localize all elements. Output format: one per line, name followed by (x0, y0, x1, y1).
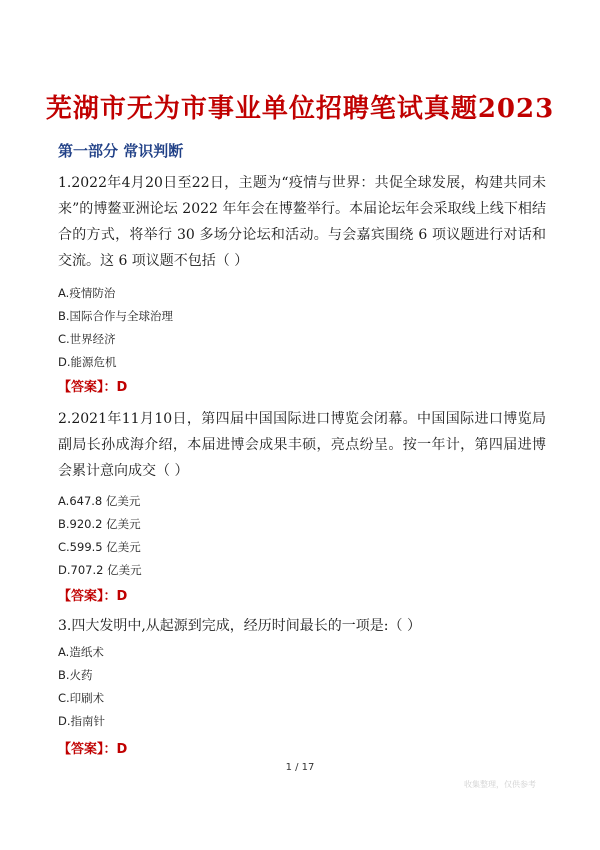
page-number: 1 / 17 (285, 762, 315, 773)
question-2-option-d: D.707.2 亿美元 (58, 563, 142, 577)
question-3-option-d: D.指南针 (58, 714, 106, 728)
question-2-option-a: A.647.8 亿美元 (58, 494, 141, 508)
watermark-text: 收集整理，仅供参考 (464, 780, 536, 789)
question-3-option-b: B.火药 (58, 668, 93, 682)
section-heading: 第一部分 常识判断 (58, 142, 184, 160)
question-1-option-c: C.世界经济 (58, 332, 116, 346)
page-title: 芜湖市无为市事业单位招聘笔试真题2023 (45, 94, 555, 124)
question-3-option-c: C.印刷术 (58, 691, 105, 705)
question-3-text: 3.四大发明中,从起源到完成，经历时间最长的一项是:（ ） (58, 618, 421, 634)
question-2-option-b: B.920.2 亿美元 (58, 517, 141, 531)
question-1-answer: 【答案】：D (58, 380, 128, 395)
question-2-answer: 【答案】：D (58, 589, 128, 604)
question-1-option-d: D.能源危机 (58, 355, 117, 369)
question-1-text: 1.2022年4月20日至22日，主题为“疫情与世界：共促全球发展，构建共同未来”的博鳌亚洲论坛 2022 年年会在博鳌举行。本届论坛年会采取线上线下相结合的方式，将举行 30 多场分论坛和活动。与会嘉宾围绕 6 项议题进行对话和交流。这 6 项议题不包括（ ） (58, 175, 546, 269)
question-3-answer: 【答案】：D (58, 742, 128, 757)
question-3-option-a: A.造纸术 (58, 645, 104, 659)
question-2-text: 2.2021年11月10日，第四届中国国际进口博览会闭幕。中国国际进口博览局副局长孙成海介绍，本届进博会成果丰硕，亮点纷呈。按一年计，第四届进博会累计意向成交（ ） (58, 411, 546, 479)
question-1-option-a: A.疫情防治 (58, 286, 116, 300)
question-2-option-c: C.599.5 亿美元 (58, 540, 141, 554)
question-1-option-b: B.国际合作与全球治理 (58, 309, 174, 323)
